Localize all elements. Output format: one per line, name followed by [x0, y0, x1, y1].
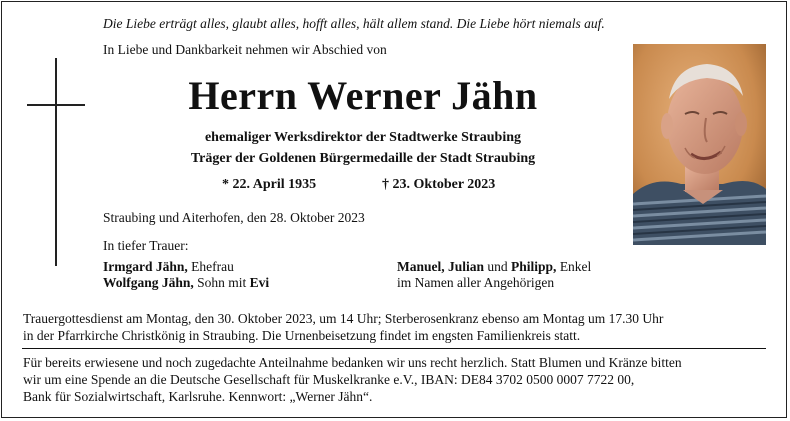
- footer-line-3: Bank für Sozialwirtschaft, Karlsruhe. Kennwort: „Werner Jähn“.: [23, 389, 373, 404]
- mourner-4-relation: im Namen aller Angehörigen: [397, 275, 555, 290]
- service-line-2: in der Pfarrkirche Christkönig in Straubing. Die Urnenbeisetzung findet im engsten Familienkreis statt.: [23, 328, 581, 343]
- deceased-name: Herrn Werner Jähn: [188, 73, 538, 118]
- divider: [22, 348, 766, 349]
- mourner-1: [103, 259, 234, 275]
- place-date: Straubing und Aiterhofen, den 28. Oktober 2023: [103, 210, 365, 225]
- mourning-intro: In tiefer Trauer:: [103, 238, 189, 253]
- footer-line-1: Für bereits erwiesene und noch zugedachte Anteilnahme bedanken wir uns recht herzlich. Statt Blumen und Kränze bitten: [23, 355, 682, 370]
- mourner-2-extra: Evi: [249, 275, 270, 290]
- service-line-1: Trauergottesdienst am Montag, den 30. Oktober 2023, um 14 Uhr; Sterberosenkranz ebenso am Montag um 17.30 Uhr: [23, 311, 664, 326]
- portrait-photo: [633, 44, 766, 245]
- birth-date: * 22. April 1935: [222, 177, 317, 192]
- donation-info: [23, 354, 682, 405]
- mourner-3-names-b: Philipp,: [511, 259, 557, 274]
- mourner-3-relation: Enkel: [556, 259, 592, 274]
- mourner-2-names: Wolfgang Jähn,: [103, 275, 194, 290]
- portrait-illustration: [633, 44, 766, 245]
- motto-quote: Die Liebe erträgt alles, glaubt alles, hofft alles, hält allem stand. Die Liebe hört niemals auf.: [103, 16, 605, 31]
- footer-line-2: wir um eine Spende an die Deutsche Gesellschaft für Muskelkranke e.V., IBAN: DE84 3702 0500 0007 7722 00,: [23, 372, 635, 387]
- mourner-1-names: Irmgard Jähn,: [103, 259, 188, 274]
- service-info: [23, 310, 663, 344]
- mourner-3: [397, 259, 591, 275]
- mourner-3-join: und: [484, 259, 512, 274]
- subtitle-honor: Träger der Goldenen Bürgermedaille der Stadt Straubing: [190, 151, 536, 166]
- intro-line: In Liebe und Dankbarkeit nehmen wir Abschied von: [103, 42, 387, 57]
- subtitle-position: ehemaliger Werksdirektor der Stadtwerke Straubing: [204, 130, 522, 145]
- mourner-1-relation: Ehefrau: [187, 259, 234, 274]
- mourner-4: [397, 275, 554, 291]
- death-date: † 23. Oktober 2023: [382, 177, 496, 192]
- mourner-3-names-a: Manuel, Julian: [397, 259, 485, 274]
- mourner-2-relation: Sohn mit: [193, 275, 250, 290]
- mourner-2: [103, 275, 269, 291]
